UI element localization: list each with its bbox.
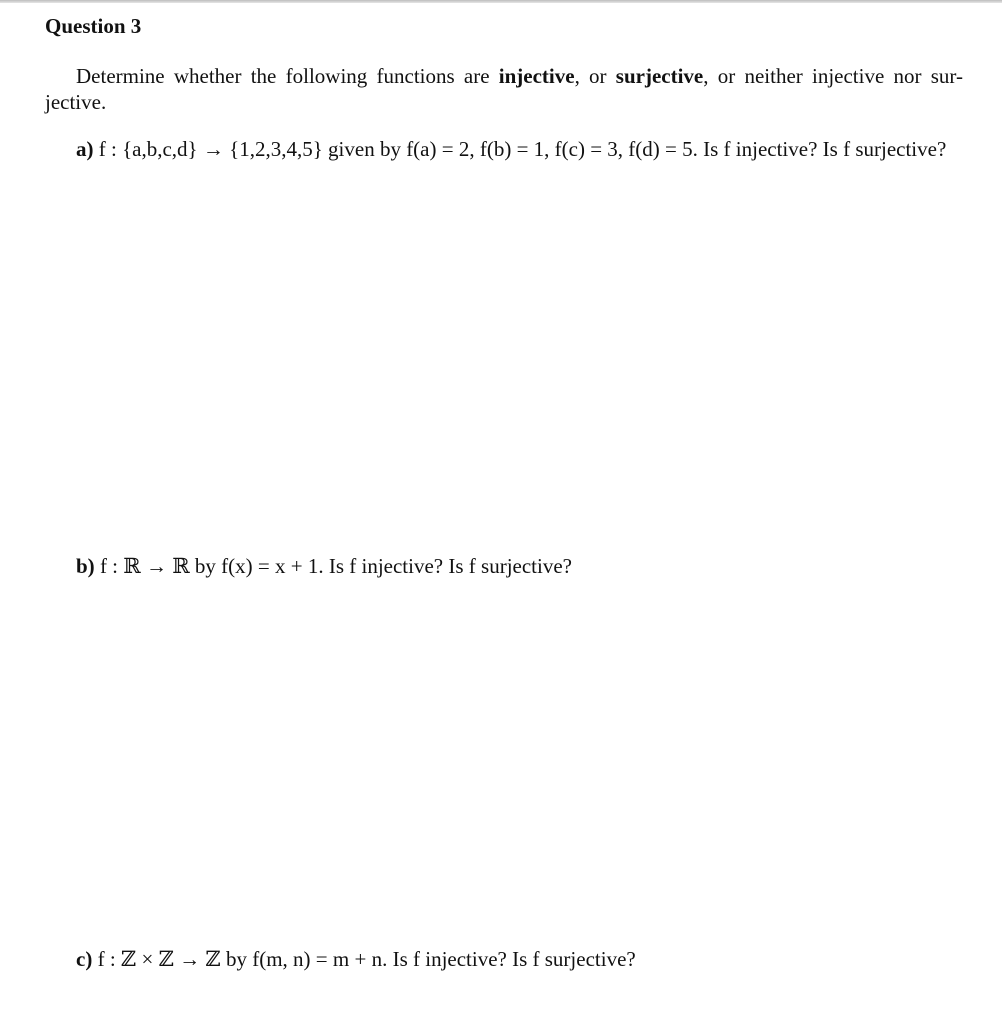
part-c-label: c) [76,947,93,971]
part-a [45,136,963,162]
part-a-label: a) [76,137,94,161]
part-c [45,946,963,972]
intro-tail: , or neither injective nor sur-jective. [45,64,963,114]
part-b-label: b) [76,554,95,578]
part-b-text: f : ℝ → ℝ by f(x) = x + 1. Is f injective? Is f surjective? [94,554,572,578]
intro-lead: Determine whether the following functions are [76,64,499,88]
intro-mid: , or [574,64,616,88]
part-a-text: f : {a,b,c,d} → {1,2,3,4,5} given by f(a) = 2, f(b) = 1, f(c) = 3, f(d) = 5. Is f injective? Is f surjective? [93,137,947,161]
question-intro [45,63,963,115]
question-title: Question 3 [45,14,142,38]
intro-term-injective: injective [498,64,575,88]
part-c-text: f : ℤ × ℤ → ℤ by f(m, n) = m + n. Is f injective? Is f surjective? [92,947,636,971]
intro-term-surjective: surjective [615,64,704,88]
part-b [45,553,963,579]
page-top-border [0,0,1002,3]
